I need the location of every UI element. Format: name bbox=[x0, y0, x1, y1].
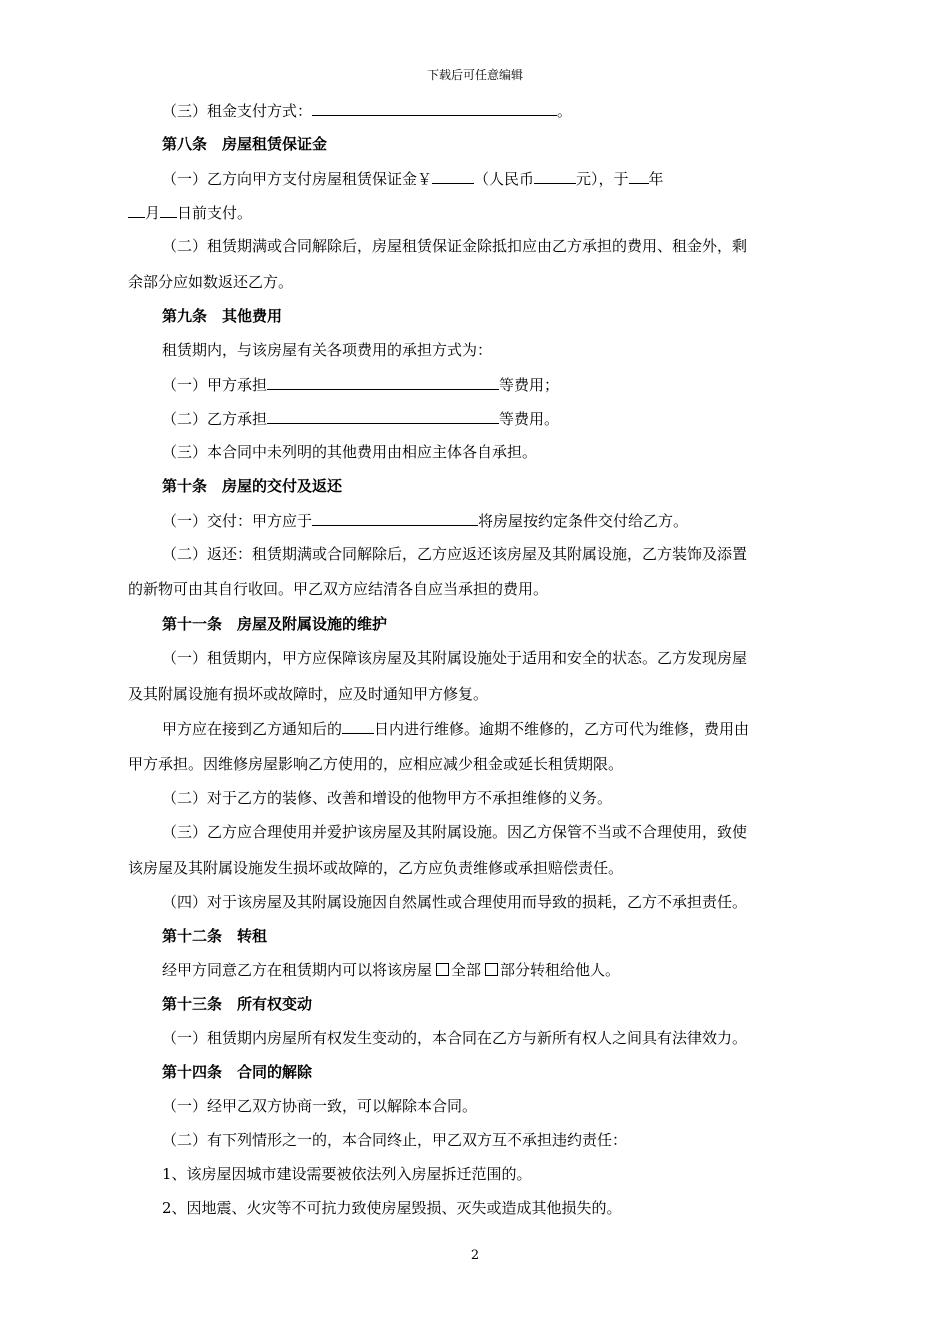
text: 元），于 bbox=[576, 170, 629, 188]
blank-field[interactable] bbox=[342, 718, 374, 734]
paragraph-line: （四）对于该房屋及其附属设施因自然属性或合理使用而导致的损耗，乙方不承担责任。 bbox=[162, 893, 748, 911]
text: （一）甲方承担 bbox=[162, 376, 268, 394]
deposit-date-line bbox=[128, 202, 252, 223]
paragraph-line: （二）租赁期满或合同解除后，房屋租赁保证金除抵扣应由乙方承担的费用、租金外，剩 bbox=[162, 237, 748, 255]
paragraph-line: （一）租赁期内房屋所有权发生变动的，本合同在乙方与新所有权人之间具有法律效力。 bbox=[162, 1029, 748, 1047]
blank-field[interactable] bbox=[312, 510, 478, 526]
text: （二）乙方承担 bbox=[162, 410, 268, 428]
text: 日内进行维修。逾期不维修的，乙方可代为维修，费用由 bbox=[374, 720, 750, 738]
text: 全部 bbox=[451, 961, 482, 979]
sublet-line bbox=[162, 960, 620, 980]
text: 经甲方同意乙方在租赁期内可以将该房屋 bbox=[162, 961, 433, 979]
text: （人民币 bbox=[474, 170, 535, 188]
blank-field[interactable] bbox=[312, 100, 557, 116]
paragraph-line: 1、该房屋因城市建设需要被依法列入房屋拆迁范围的。 bbox=[162, 1165, 532, 1183]
article-10-title: 第十条 房屋的交付及返还 bbox=[162, 477, 343, 495]
page-number: 2 bbox=[470, 1248, 480, 1263]
text: 月 bbox=[145, 204, 161, 222]
blank-field[interactable] bbox=[128, 202, 145, 218]
paragraph-line: 2、因地震、火灾等不可抗力致使房屋毁损、灭失或造成其他损失的。 bbox=[162, 1199, 622, 1217]
article-11-title: 第十一条 房屋及附属设施的维护 bbox=[162, 615, 388, 633]
blank-field[interactable] bbox=[432, 168, 474, 184]
text: 。 bbox=[557, 102, 573, 120]
text: （三）租金支付方式： bbox=[162, 102, 313, 120]
article-9-title: 第九条 其他费用 bbox=[162, 307, 283, 325]
deposit-line bbox=[162, 168, 664, 189]
article-12-title: 第十二条 转租 bbox=[162, 927, 268, 945]
blank-field[interactable] bbox=[534, 168, 576, 184]
party-b-fees-line bbox=[162, 408, 559, 429]
paragraph-line: 余部分应如数返还乙方。 bbox=[128, 273, 294, 291]
paragraph-line: （二）返还：租赁期满或合同解除后，乙方应返还该房屋及其附属设施，乙方装饰及添置 bbox=[162, 545, 748, 563]
blank-field[interactable] bbox=[629, 168, 649, 184]
text: 日前支付。 bbox=[177, 204, 253, 222]
text: 甲方应在接到乙方通知后的 bbox=[162, 720, 343, 738]
text: 年 bbox=[648, 170, 664, 188]
paragraph-line: （三）本合同中未列明的其他费用由相应主体各自承担。 bbox=[162, 443, 538, 461]
paragraph-line: 租赁期内，与该房屋有关各项费用的承担方式为： bbox=[162, 341, 493, 359]
paragraph-line: （一）经甲乙双方协商一致，可以解除本合同。 bbox=[162, 1097, 478, 1115]
blank-field[interactable] bbox=[267, 374, 499, 390]
text: 等费用； bbox=[499, 376, 560, 394]
article-14-title: 第十四条 合同的解除 bbox=[162, 1063, 313, 1081]
blank-field[interactable] bbox=[267, 408, 499, 424]
paragraph-line: 及其附属设施有损坏或故障时，应及时通知甲方修复。 bbox=[128, 685, 489, 703]
paragraph-line: 甲方承担。因维修房屋影响乙方使用的，应相应减少租金或延长租赁期限。 bbox=[128, 755, 624, 773]
party-a-fees-line bbox=[162, 374, 559, 395]
paragraph-line: （二）有下列情形之一的，本合同终止，甲乙双方互不承担违约责任： bbox=[162, 1131, 628, 1149]
paragraph-line: （二）对于乙方的装修、改善和增设的他物甲方不承担维修的义务。 bbox=[162, 789, 613, 807]
text: （一）乙方向甲方支付房屋租赁保证金￥ bbox=[162, 170, 433, 188]
paragraph-line: 的新物可由其自行收回。甲乙双方应结清各自应当承担的费用。 bbox=[128, 580, 549, 598]
paragraph-line: （一）租赁期内，甲方应保障该房屋及其附属设施处于适用和安全的状态。乙方发现房屋 bbox=[162, 649, 748, 667]
text: 将房屋按约定条件交付给乙方。 bbox=[478, 512, 689, 530]
page-header: 下载后可任意编辑 bbox=[426, 68, 523, 82]
checkbox-whole[interactable] bbox=[436, 963, 449, 976]
blank-field[interactable] bbox=[160, 202, 177, 218]
rent-payment-method-line bbox=[162, 100, 572, 121]
article-13-title: 第十三条 所有权变动 bbox=[162, 995, 313, 1013]
paragraph-line: （三）乙方应合理使用并爱护该房屋及其附属设施。因乙方保管不当或不合理使用，致使 bbox=[162, 823, 748, 841]
text: （一）交付：甲方应于 bbox=[162, 512, 313, 530]
text: 部分转租给他人。 bbox=[500, 961, 621, 979]
checkbox-partial[interactable] bbox=[485, 963, 498, 976]
text: 等费用。 bbox=[499, 410, 560, 428]
repair-days-line bbox=[162, 718, 749, 739]
article-8-title: 第八条 房屋租赁保证金 bbox=[162, 135, 328, 153]
delivery-line bbox=[162, 510, 688, 531]
paragraph-line: 该房屋及其附属设施发生损坏或故障的，乙方应负责维修或承担赔偿责任。 bbox=[128, 859, 624, 877]
